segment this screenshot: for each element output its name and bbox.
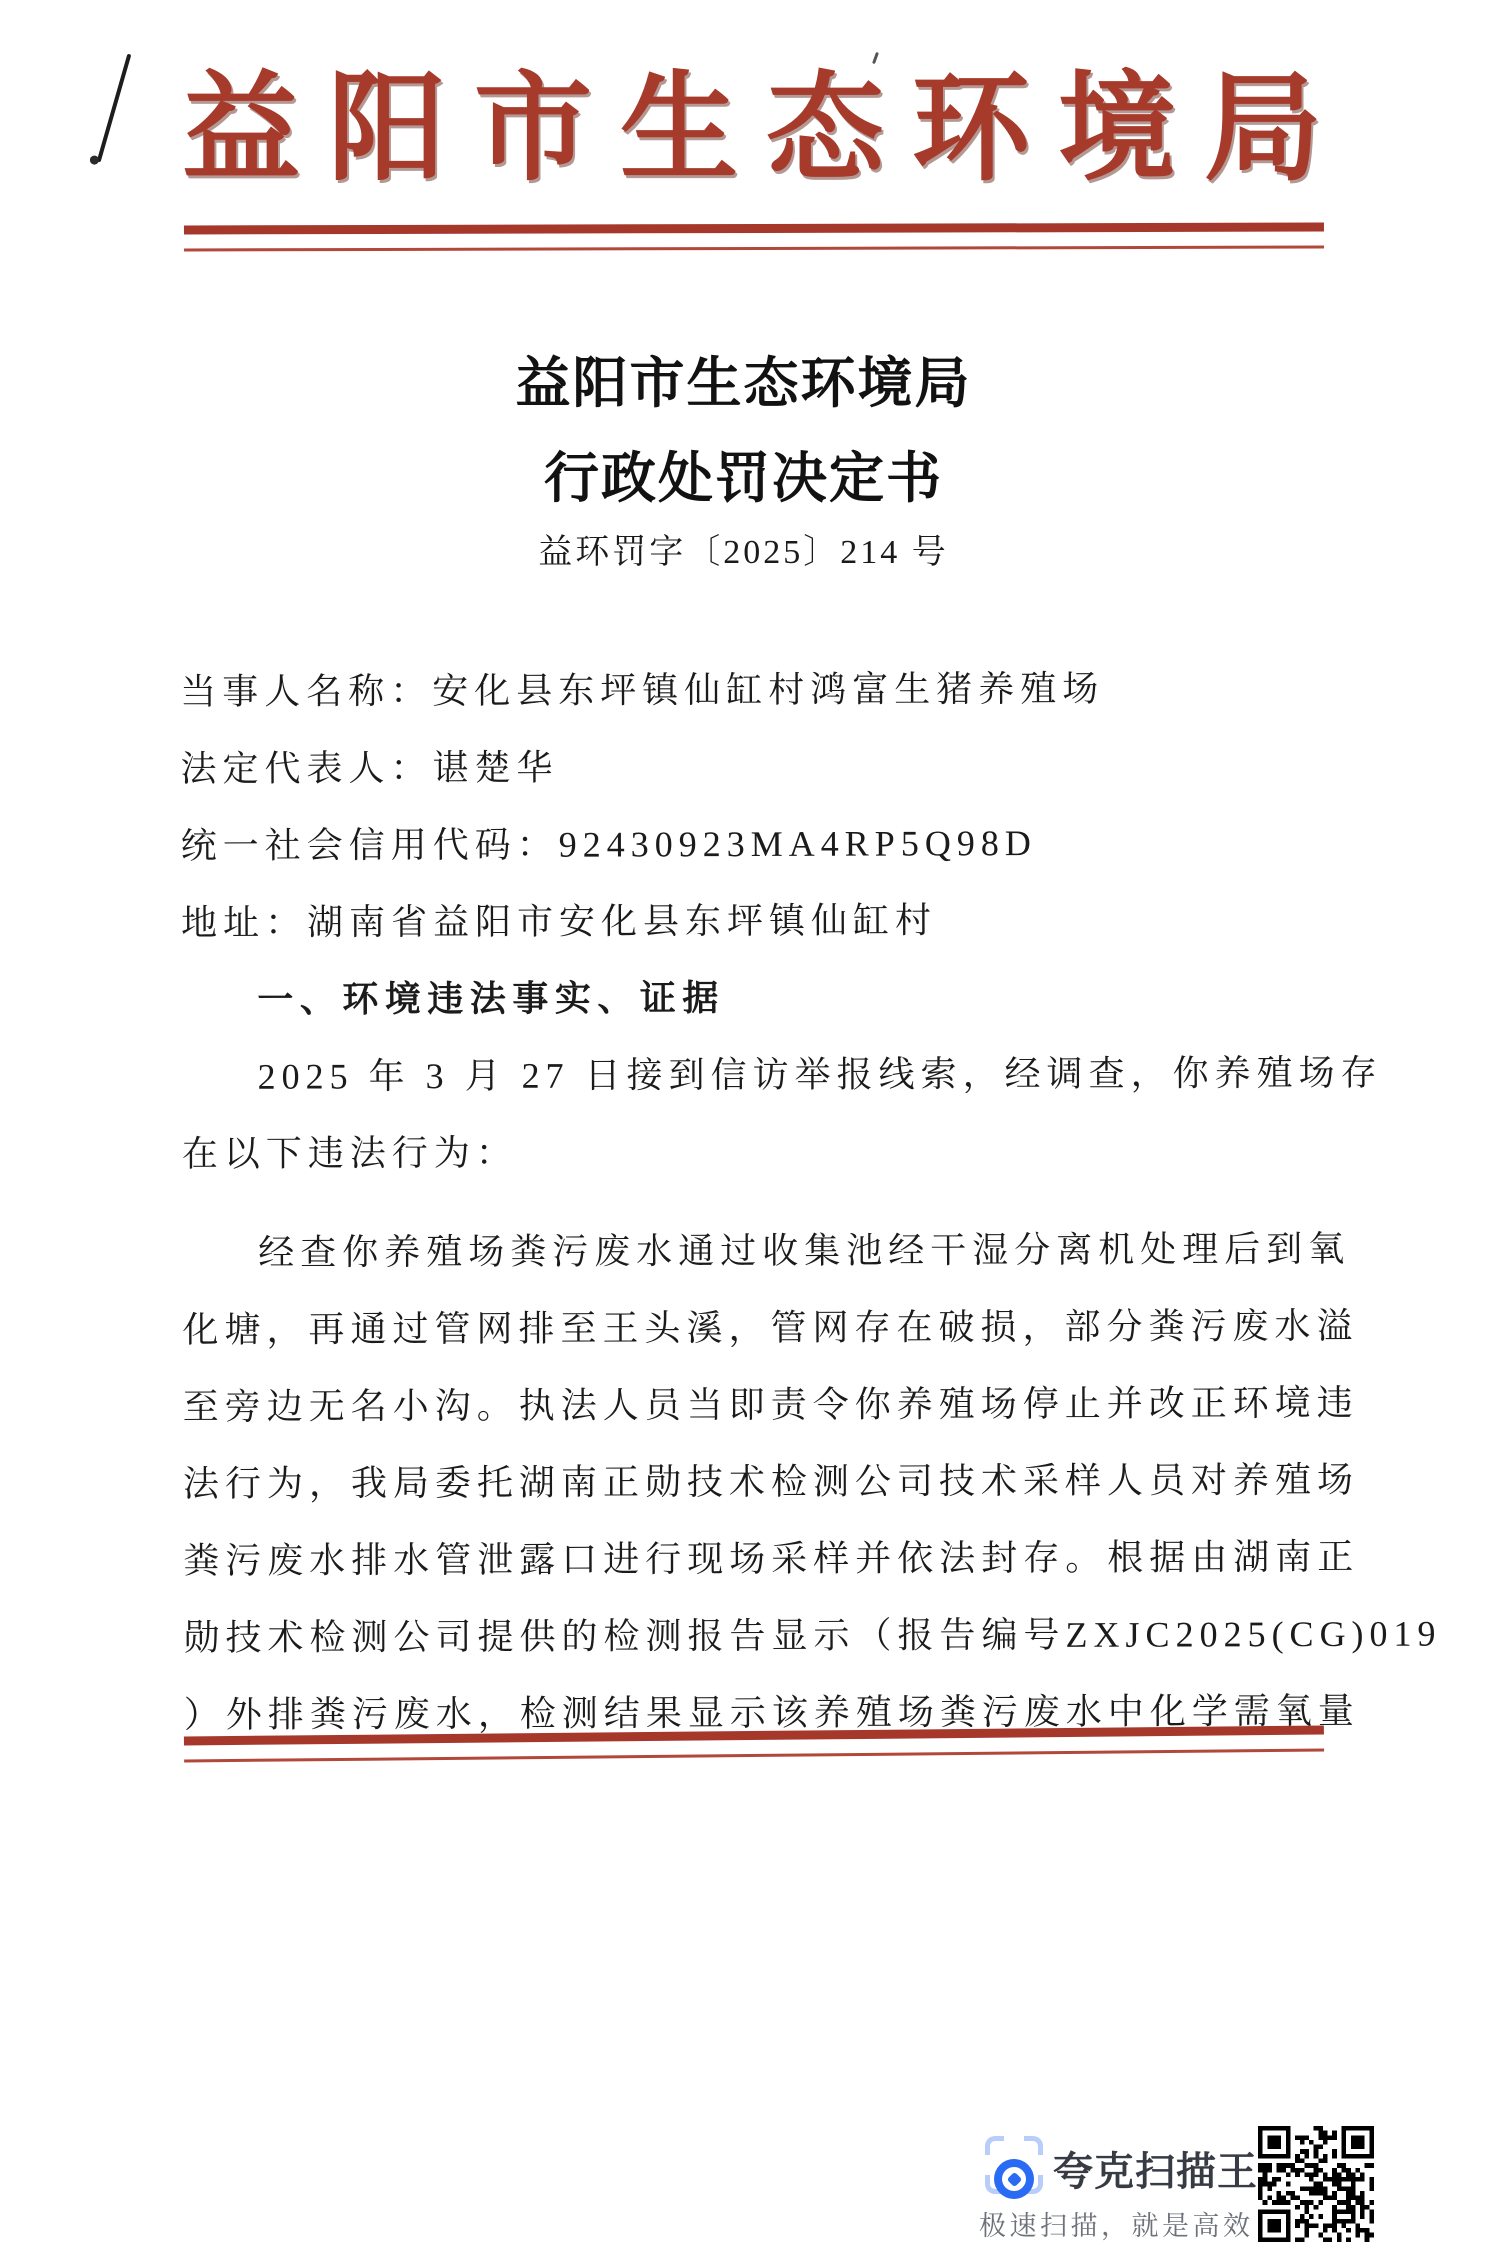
paragraph-findings	[182, 1211, 1442, 1754]
pen-mark-artifact	[97, 54, 132, 163]
body-line: 在以下违法行为：	[181, 1132, 518, 1174]
body-line: 经查你养殖场粪污废水通过收集池经干湿分离机处理后到氧	[258, 1228, 1351, 1273]
body-line: 法定代表人：谌楚华	[180, 747, 559, 789]
document-title	[0, 336, 1487, 526]
scanner-app-name: 夸克扫描王	[1053, 2150, 1258, 2194]
body-line: 化塘，再通过管网排至王头溪，管网存在破损，部分粪污废水溢	[182, 1305, 1359, 1350]
document-number: 益环罚字〔2025〕214 号	[538, 534, 949, 571]
body-line: 法行为，我局委托湖南正勋技术检测公司技术采样人员对养殖场	[182, 1459, 1360, 1504]
document-title-line1: 益阳市生态环境局	[515, 353, 972, 414]
document-title-line2: 行政处罚决定书	[543, 448, 943, 509]
letterhead-red-rule	[184, 223, 1324, 252]
letterhead-agency-title: 益阳市生态环境局	[182, 64, 1351, 195]
paragraph-parties	[180, 650, 1383, 1193]
document-body	[180, 650, 1442, 1754]
body-line: 2025 年 3 月 27 日接到信访举报线索，经调查，你养殖场存	[257, 1052, 1383, 1097]
quark-logo-icon	[994, 2159, 1034, 2199]
scanner-watermark	[979, 2122, 1385, 2252]
body-line: ）外排粪污废水，检测结果显示该养殖场粪污废水中化学需氧量	[183, 1690, 1360, 1735]
body-line: 勋技术检测公司提供的检测报告显示（报告编号ZXJC2025(CG)019	[183, 1613, 1442, 1658]
section-heading: 一、环境违法事实、证据	[257, 978, 725, 1020]
scan-frame-icon	[985, 2136, 1043, 2194]
body-line: 至旁边无名小沟。执法人员当即责令你养殖场停止并改正环境违	[182, 1382, 1359, 1427]
body-line: 统一社会信用代码：92430923MA4RP5Q98D	[180, 823, 1037, 866]
scanner-tagline: 极速扫描，就是高效	[979, 2211, 1254, 2241]
qr-code	[1258, 2126, 1374, 2242]
body-line: 地址：湖南省益阳市安化县东坪镇仙缸村	[180, 900, 938, 943]
body-line: 粪污废水排水管泄露口进行现场采样并依法封存。根据由湖南正	[183, 1536, 1360, 1581]
body-line: 当事人名称：安化县东坪镇仙缸村鸿富生猪养殖场	[180, 668, 1105, 712]
